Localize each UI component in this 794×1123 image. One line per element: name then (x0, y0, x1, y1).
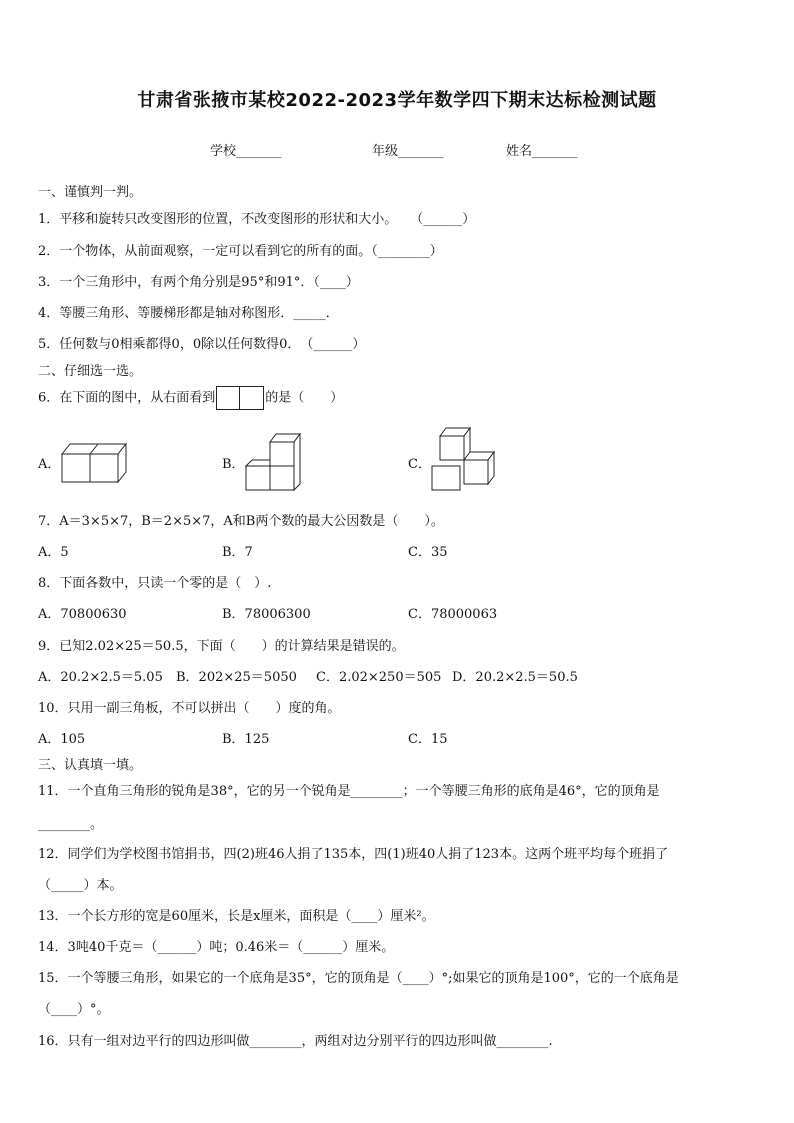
q9-option-c: C．2.02×250＝505 (316, 670, 442, 685)
question-5: 5．任何数与0相乘都得0，0除以任何数得0． （______） (38, 337, 366, 352)
q7-option-c: C．35 (408, 545, 448, 560)
question-15-cont: （____）°。 (38, 1002, 110, 1017)
q9-option-a: A．20.2×2.5＝5.05 (38, 670, 163, 685)
q8-option-b: B．78006300 (222, 607, 311, 622)
question-11: 11．一个直角三角形的锐角是38°，它的另一个锐角是________；一个等腰三角形的底角是46°，它的顶角是 (38, 784, 660, 799)
question-6-text-a: 6．在下面的图中，从右面看到 (38, 390, 216, 406)
question-9: 9．已知2.02×25＝50.5，下面（ ）的计算结果是错误的。 (38, 639, 405, 654)
q8-option-c: C．78000063 (408, 607, 498, 622)
grade-field: 年级_______ (372, 144, 444, 159)
page-title: 甘肃省张掖市某校2022-2023学年数学四下期末达标检测试题 (137, 90, 657, 111)
cube-figure-a-icon (60, 438, 130, 484)
q10-option-a: A．105 (38, 732, 86, 747)
question-8: 8．下面各数中，只读一个零的是（ ）. (38, 576, 272, 591)
question-6-text-b: 的是（ ） (265, 390, 344, 406)
question-16: 16．只有一组对边平行的四边形叫做________，两组对边分别平行的四边形叫做________. (38, 1034, 553, 1049)
question-4: 4．等腰三角形、等腰梯形都是轴对称图形．_____． (38, 306, 339, 321)
question-12: 12．同学们为学校图书馆捐书，四(2)班46人捐了135本，四(1)班40人捐了123本。这两个班平均每个班捐了 (38, 847, 669, 862)
question-15: 15．一个等腰三角形，如果它的一个底角是35°，它的顶角是（____）°;如果它的顶角是100°，它的一个底角是 (38, 971, 679, 986)
cube-figure-c-icon (430, 426, 500, 494)
question-1: 1．平移和旋转只改变图形的位置，不改变图形的形状和大小。 （______） (38, 212, 476, 227)
question-12-cont: （_____）本。 (38, 878, 123, 893)
section-heading-3: 三、认真填一填。 (38, 758, 143, 773)
q7-option-a: A．5 (38, 545, 69, 560)
question-13: 13．一个长方形的宽是60厘米，长是x厘米，面积是（____）厘米²。 (38, 909, 435, 924)
q10-option-b: B．125 (222, 732, 270, 747)
q6-option-a: A． (38, 457, 61, 472)
cube-figure-b-icon (244, 430, 308, 492)
q8-option-a: A．70800630 (38, 607, 127, 622)
q10-option-c: C．15 (408, 732, 448, 747)
two-square-view-icon (216, 386, 264, 410)
q6-option-b: B． (222, 457, 245, 472)
section-heading-2: 二、仔细选一选。 (38, 364, 143, 379)
question-2: 2．一个物体，从前面观察，一定可以看到它的所有的面。（________） (38, 244, 443, 259)
question-3: 3．一个三角形中，有两个角分别是95°和91°．（____） (38, 275, 359, 290)
question-11-cont: ________。 (38, 817, 104, 832)
name-field: 姓名_______ (506, 144, 578, 159)
question-10: 10．只用一副三角板，不可以拼出（ ）度的角。 (38, 701, 341, 716)
q6-option-c: C． (408, 457, 431, 472)
question-7: 7．A＝3×5×7，B＝2×5×7，A和B两个数的最大公因数是（ ）。 (38, 514, 444, 529)
q7-option-b: B．7 (222, 545, 253, 560)
q9-option-d: D．20.2×2.5＝50.5 (452, 670, 578, 685)
question-14: 14．3吨40千克＝（______）吨；0.46米＝（______）厘米。 (38, 940, 395, 955)
q9-option-b: B．202×25＝5050 (176, 670, 297, 685)
section-heading-1: 一、谨慎判一判。 (38, 185, 143, 200)
school-field: 学校_______ (210, 144, 282, 159)
question-6 (38, 386, 343, 410)
